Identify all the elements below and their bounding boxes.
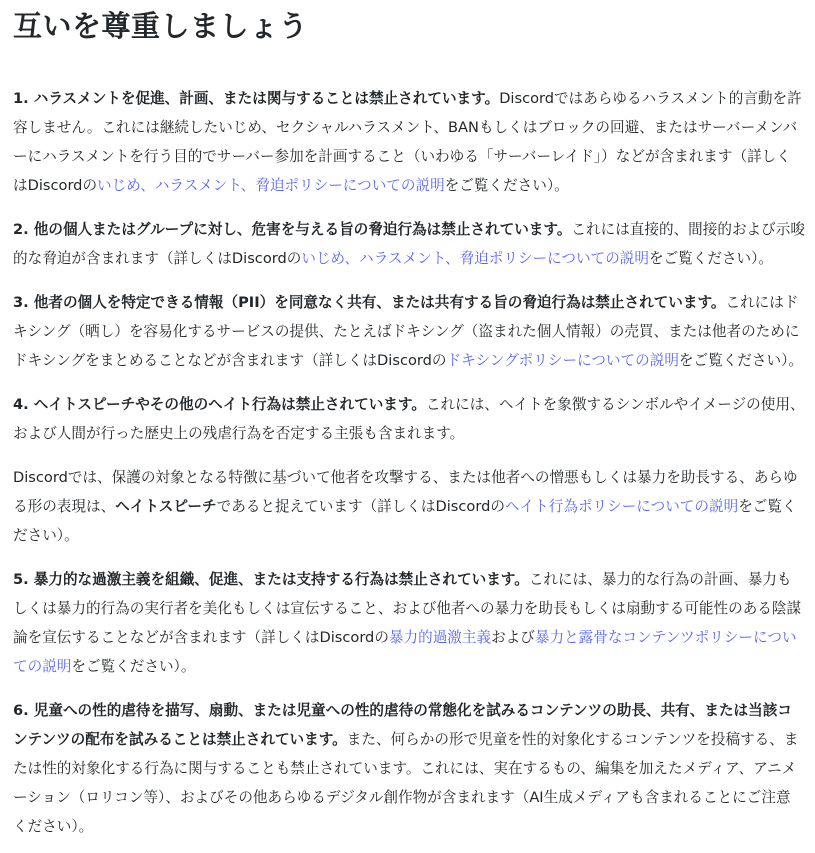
policy-link-bullying[interactable]: いじめ、ハラスメント、脅迫ポリシーについての説明 xyxy=(301,250,649,267)
policy-link-violence[interactable]: 暴力と露骨なコンテンツポリシーについての説明 xyxy=(13,629,797,675)
rule-text-end: をご覧ください）。 xyxy=(71,658,196,675)
rule-text: Discordでは、保護の対象となる特徴に基づいて他者を攻撃する、または他者への憎悪もしくは暴力を助長する、あらゆる形の表現は、 xyxy=(13,469,798,515)
rule-text: Discordではあらゆるハラスメント的言動を許容しません。これには継続したいじめ、セクシャルハラスメント、BANもしくはブロックの回避、またはサーバーメンバーにハラスメントを行う目的でサーバー参加を計画すること（いわゆる「サーバーレイド」）などが含まれます（詳しくはDiscordの xyxy=(13,90,802,194)
rule-2 xyxy=(13,215,805,273)
rule-4-detail xyxy=(13,463,805,550)
page-title: 互いを尊重しましょう xyxy=(13,9,309,43)
rule-text-end: をご覧ください）。 xyxy=(13,498,797,544)
rule-text: これには、暴力的な行為の計画、暴力もしくは暴力的行為の実行者を美化もしくは宣伝すること、および他者への暴力を助長もしくは扇動する可能性のある陰謀論を宣伝することなどが含まれます（詳しくはDiscordの xyxy=(13,571,802,646)
rule-heading: 1. ハラスメントを促進、計画、または関与することは禁止されています。 xyxy=(13,90,500,107)
hate-speech-term: ヘイトスピーチ xyxy=(115,498,217,515)
rule-text: これには直接的、間接的および示唆的な脅迫が含まれます（詳しくはDiscordの xyxy=(13,221,805,267)
rule-heading: 2. 他の個人またはグループに対し、危害を与える旨の脅迫行為は禁止されています。 xyxy=(13,221,572,238)
rule-6 xyxy=(13,696,805,841)
rule-4 xyxy=(13,390,805,448)
rule-text-end: をご覧ください）。 xyxy=(444,177,569,194)
rule-1 xyxy=(13,84,805,200)
rule-text: これにはドキシング（晒し）を容易化するサービスの提供、たとえばドキシング（盗まれた個人情報）の売買、または他者のためにドキシングをまとめることなどが含まれます（詳しくはDiscordの xyxy=(13,294,800,369)
policy-link-extremism[interactable]: 暴力的過激主義 xyxy=(388,629,492,646)
rule-heading: 4. ヘイトスピーチやその他のヘイト行為は禁止されています。 xyxy=(13,396,426,413)
policy-link-bullying[interactable]: いじめ、ハラスメント、脅迫ポリシーについての説明 xyxy=(97,177,445,194)
rule-5 xyxy=(13,565,805,681)
rule-3 xyxy=(13,288,805,375)
rule-text-end: をご覧ください）。 xyxy=(648,250,774,267)
rule-text: これには、ヘイトを象徴するシンボルやイメージの使用、および人間が行った歴史上の残虐行為を否定する主張も含まれます。 xyxy=(13,396,805,442)
rule-heading: 5. 暴力的な過激主義を組織、促進、または支持する行為は禁止されています。 xyxy=(13,571,529,588)
rule-heading: 3. 他者の個人を特定できる情報（PII）を同意なく共有、または共有する旨の脅迫行為は禁止されています。 xyxy=(13,294,726,311)
rule-text-end: をご覧ください）。 xyxy=(678,352,803,369)
rule-text: また、何らかの形で児童を性的対象化するコンテンツを投稿する、または性的対象化する行為に関与することも禁止されています。これには、実在するもの、編集を加えたメディア、アニメーション（ロリコン等）、およびその他あらゆるデジタル創作物が含まれます（AI生成メディアも含まれることにご注意ください）。 xyxy=(13,731,799,835)
rule-text-mid: および xyxy=(491,629,535,646)
rule-heading: 6. 児童への性的虐待を描写、扇動、または児童への性的虐待の常態化を試みるコンテンツの助長、共有、または当該コンテンツの配布を試みることは禁止されています。 xyxy=(13,702,792,748)
policy-link-doxxing[interactable]: ドキシングポリシーについての説明 xyxy=(446,352,679,369)
rule-text-mid: であると捉えています（詳しくはDiscordの xyxy=(216,498,505,515)
policy-link-hate[interactable]: ヘイト行為ポリシーについての説明 xyxy=(504,498,739,515)
